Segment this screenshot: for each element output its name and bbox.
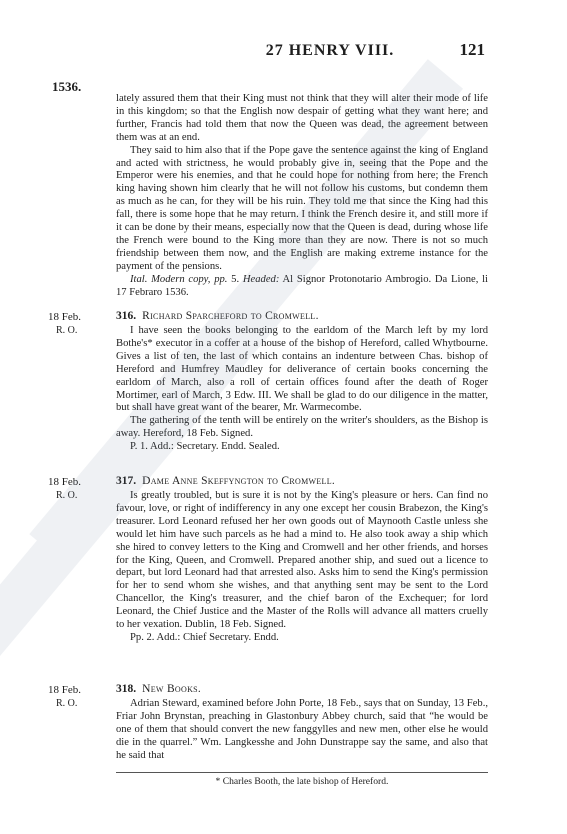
entry-317-number: 317. [116, 475, 137, 487]
entry-318-date: 18 Feb. [48, 684, 81, 696]
year-marker: 1536. [52, 79, 82, 94]
opening-meta-headed-value: Al Signor Protonotario Ambrogio. Da Lione, li 17 Febraro 1536. [116, 273, 488, 298]
entry-317 [116, 474, 488, 645]
opening-paragraph-2: They said to him also that if the Pope gave the sentence against the king of England and acted with strictness, he would probably give in, seeing that the Pope and the Emperor were his enemies, and that he could hope for nothing from here; the French king having shown him clearly that he will not follow his customs, but condemn them as much as he can, for they will be his ruin. They told me that since the King had this fall, there is some hope that he may return. I think the French desire it, and still more if it can be done by their means, especially now that the Queen is dead, during whose life the French were bound to the King more than they are now. There is not so much friendship between them now, and the English are making extreme instance for the payment of the pensions. [116, 144, 488, 272]
entry-318-source: R. O. [56, 698, 78, 709]
entry-316-date: 18 Feb. [48, 311, 81, 323]
entry-316-paragraph-2: The gathering of the tenth will be entirely on the writer's shoulders, as the Bishop is away. Hereford, 18 Feb. Signed. [116, 415, 488, 440]
opening-section [116, 93, 488, 300]
entry-317-paragraph-1: Is greatly troubled, but is sure it is not by the King's pleasure or hers. Can find no favour, love, or right of indifferency in any one except her cousin Brabezon, the King's treasurer. Lord Leonard refused her her own goods out of Maynooth Castle unless she would let him have such parcels as he had a mind to. He also took away a ship which she hired to convey letters to the King and Cromwell and her other friends, and horses for the King, Queen, and Cromwell. Prepared another ship, and sued out a licence to depart, but lord Leonard had that arrested also. Asks him to send the King's permission for her to send whom she wishes, and that anything sent may be sent to the Lord Chancellor, the King's treasurer, and the chief baron of the Exchequer; for lord Leonard, the Chief Justice and the Master of the Rolls will advance all matters cruelly to her vexation. Dublin, 18 Feb. Signed. [116, 490, 488, 631]
entry-318-number: 318. [116, 683, 137, 695]
entry-317-heading [116, 474, 488, 488]
running-title: 27 HENRY VIII. [265, 42, 395, 59]
footnote-divider [116, 772, 488, 773]
opening-meta-value: 5. [227, 273, 243, 285]
entry-317-margin [48, 476, 108, 502]
entry-318 [116, 682, 488, 763]
opening-meta-label: Ital. Modern copy, pp. [130, 273, 228, 285]
opening-paragraph-1: lately assured them that their King must not think that they will alter their mode of life in this kingdom; so that the English now despair of getting what they want here; and further, Francis had told them that now the Queen was dead, the agreement between them was at an end. [116, 93, 488, 143]
entry-317-date: 18 Feb. [48, 476, 81, 488]
entry-317-source: R. O. [56, 490, 78, 501]
opening-meta [116, 274, 488, 300]
entry-316-heading [116, 309, 488, 323]
opening-meta-headed-label: Headed: [242, 273, 280, 285]
entry-317-meta: Pp. 2. Add.: Chief Secretary. Endd. [130, 631, 279, 643]
page-number: 121 [459, 40, 485, 59]
entry-318-heading [116, 682, 488, 696]
entry-316 [116, 309, 488, 454]
entry-316-title: Richard Sparcheford to Cromwell. [142, 310, 319, 322]
entry-318-margin [48, 684, 108, 710]
entry-316-margin [48, 311, 108, 337]
entry-316-source: R. O. [56, 325, 78, 336]
page-header [0, 40, 567, 64]
footnote: * Charles Booth, the late bishop of Hereford. [215, 776, 389, 787]
entry-316-number: 316. [116, 310, 137, 322]
entry-317-title: Dame Anne Skeffyngton to Cromwell. [142, 475, 336, 487]
entry-318-title: New Books. [142, 683, 202, 695]
entry-318-paragraph-1: Adrian Steward, examined before John Porte, 18 Feb., says that on Sunday, 13 Feb., Friar John Brynstan, preaching in Glastonbury Abbey church, said that “he would be one of them that should convert the new fanggylles and new men, other else he would die in the quarrel.” Wm. Langkesshe and John Dunstrappe say the same, and also that he said that [116, 698, 488, 761]
entry-316-meta: P. 1. Add.: Secretary. Endd. Sealed. [130, 441, 280, 453]
entry-316-paragraph-1: I have seen the books belonging to the earldom of the March left by my lord Bothe's* executor in a coffer at a house of the bishop of Hereford, called Whytbourne. Gives a list of ten, the last of which contains an indenture between Chas. bishop of Hereford and Humfrey Maudley for deliverance of certain books concerning the earldom of March, also a roll of certain offices found after the death of Roger Mortimer, earl of March, 3 Edw. III. We shall be glad to do our diligence in the matter, but shall have great want of the bearer, Mr. Warmecombe. [116, 325, 488, 414]
